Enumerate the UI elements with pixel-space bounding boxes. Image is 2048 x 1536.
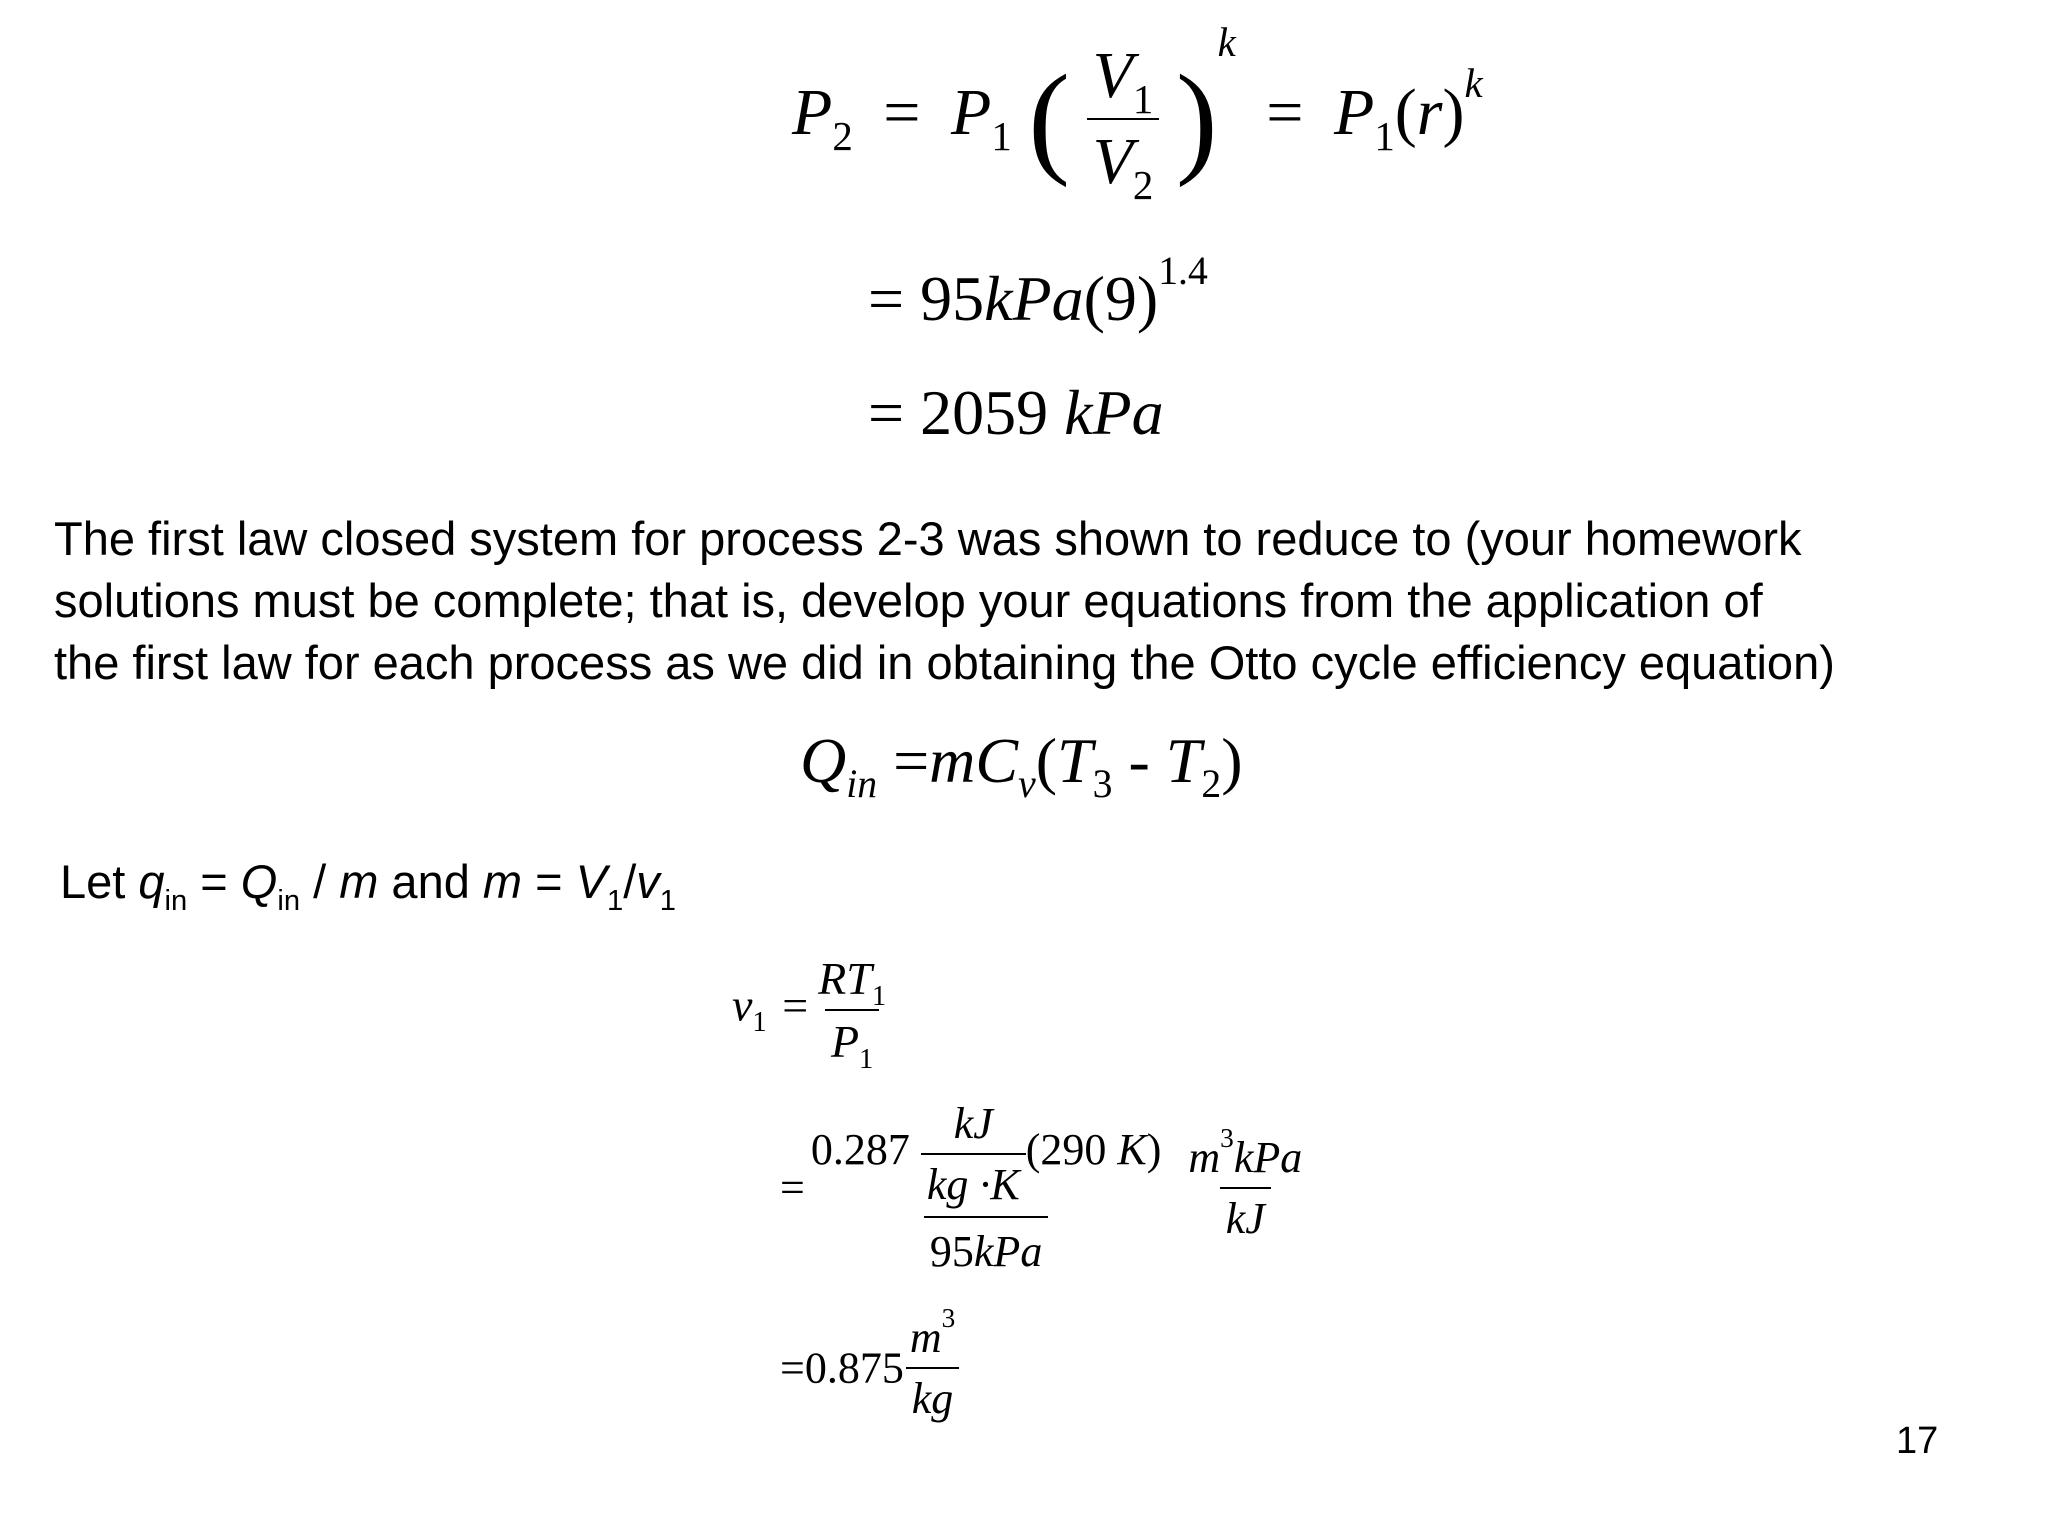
symbol-v: v (636, 855, 660, 908)
unit-m: m (1188, 1132, 1221, 1182)
left-paren: ( (1035, 725, 1057, 796)
unit-kpa: kPa (973, 1227, 1043, 1276)
equation-v1 (732, 952, 892, 1075)
left-paren: ( (1394, 76, 1417, 150)
symbol-q: Q (800, 725, 847, 796)
equation-v1-calculation (780, 1098, 1308, 1277)
symbol-v: V (1092, 39, 1133, 112)
subscript-in: in (846, 762, 878, 807)
unit-kj: kJ (953, 1099, 993, 1148)
right-paren: ) (1221, 725, 1243, 796)
subscript-1: 1 (1374, 113, 1395, 159)
first-law-paragraph (54, 508, 2014, 694)
right-paren: ) (1442, 76, 1465, 150)
exponent-3: 3 (941, 1303, 956, 1334)
equals-sign: = (780, 1163, 805, 1212)
symbol-m: m (482, 855, 523, 908)
ratio-9: (9) (1083, 263, 1159, 334)
page-number: 17 (1896, 1420, 1939, 1462)
subscript-1: 1 (871, 980, 887, 1012)
exponent-1-4: 1.4 (1158, 249, 1208, 294)
left-paren: ( (1028, 49, 1071, 189)
right-paren: ) (1175, 49, 1218, 189)
equation-pressure-substitution (868, 249, 1208, 336)
symbol-p: P (951, 76, 992, 150)
unit-kpa: kPa (1064, 377, 1164, 448)
subscript-3: 3 (1092, 762, 1113, 807)
unit-kg: kg (911, 1374, 954, 1423)
equals-sign: = (877, 725, 930, 796)
symbol-p: P (792, 76, 833, 150)
paragraph-line-1: The first law closed system for process 2-3 was shown to reduce to (your homework (54, 512, 1802, 565)
and-word: and (378, 855, 483, 908)
minus-sign: - (1112, 725, 1166, 796)
unit-kj: kJ (1225, 1193, 1265, 1243)
value-2059: = 2059 (868, 377, 1049, 448)
value-0-287: 0.287 (810, 1125, 910, 1175)
slash-sign: / (623, 855, 637, 908)
right-paren: ) (1146, 1125, 1162, 1175)
paragraph-line-2: solutions must be complete; that is, develop your equations from the application of (54, 574, 1763, 627)
symbol-t: T (846, 953, 872, 1004)
equation-qin (800, 724, 1243, 807)
subscript-1: 1 (991, 113, 1012, 159)
equals-sign: = (782, 979, 809, 1031)
subscript-v: v (1018, 762, 1036, 807)
symbol-p: P (830, 1016, 860, 1067)
subscript-1: 1 (752, 1007, 767, 1039)
symbol-v-upper: V (575, 855, 608, 908)
symbol-t: T (1057, 725, 1093, 796)
subscript-in: in (164, 884, 188, 917)
symbol-r: r (1416, 76, 1443, 150)
kj-per-kgk-fraction (921, 1098, 1026, 1210)
subscript-2: 2 (1201, 762, 1222, 807)
value-95: 95 (929, 1227, 974, 1276)
symbol-p: P (1334, 76, 1375, 150)
exponent-k: k (1217, 20, 1236, 66)
symbol-m: m (339, 855, 379, 908)
equation-p2 (792, 20, 1483, 208)
symbol-t: T (1165, 725, 1202, 796)
let-word: Let (60, 855, 139, 908)
subscript-1: 1 (659, 884, 676, 917)
m3-per-kg-fraction (904, 1303, 961, 1424)
exponent-k: k (1464, 61, 1483, 107)
symbol-q-upper: Q (240, 855, 278, 908)
equals-sign: = (1266, 76, 1304, 150)
unit-kpa: kPa (984, 263, 1084, 334)
subscript-1: 1 (859, 1043, 874, 1075)
symbol-q: q (138, 855, 165, 908)
symbol-r: R (818, 953, 847, 1004)
unit-m: m (909, 1313, 942, 1362)
symbol-v: V (1092, 125, 1133, 198)
symbol-m: m (929, 725, 976, 796)
unit-kpa: kPa (1233, 1132, 1303, 1182)
value-95: = 95 (868, 263, 985, 334)
symbol-v: v (732, 979, 753, 1031)
let-definition-line (60, 854, 676, 917)
equals-sign: = (187, 855, 241, 908)
equals-sign: = (522, 855, 576, 908)
equation-v1-result (780, 1303, 961, 1424)
value-0-875: =0.875 (780, 1343, 904, 1393)
equation-pressure-result (868, 376, 1164, 450)
subscript-in: in (277, 884, 301, 917)
rt-over-p-fraction (812, 952, 892, 1075)
calc-main-fraction (805, 1098, 1168, 1277)
unit-kg-k: kg ·K (926, 1160, 1020, 1209)
equals-sign: = (883, 76, 921, 150)
subscript-2: 2 (1132, 162, 1154, 208)
subscript-2: 2 (832, 113, 853, 159)
conversion-fraction (1182, 1122, 1308, 1244)
subscript-1: 1 (1132, 76, 1154, 122)
exponent-3: 3 (1220, 1122, 1234, 1153)
subscript-1: 1 (607, 884, 624, 917)
symbol-c: C (975, 725, 1019, 796)
paragraph-line-3: the first law for each process as we did in obtaining the Otto cycle efficiency equation) (54, 636, 1835, 689)
unit-k: K (1117, 1125, 1147, 1175)
slash-sign: / (300, 855, 340, 908)
temperature-290: (290 (1025, 1125, 1118, 1175)
volume-ratio-fraction (1087, 38, 1160, 208)
